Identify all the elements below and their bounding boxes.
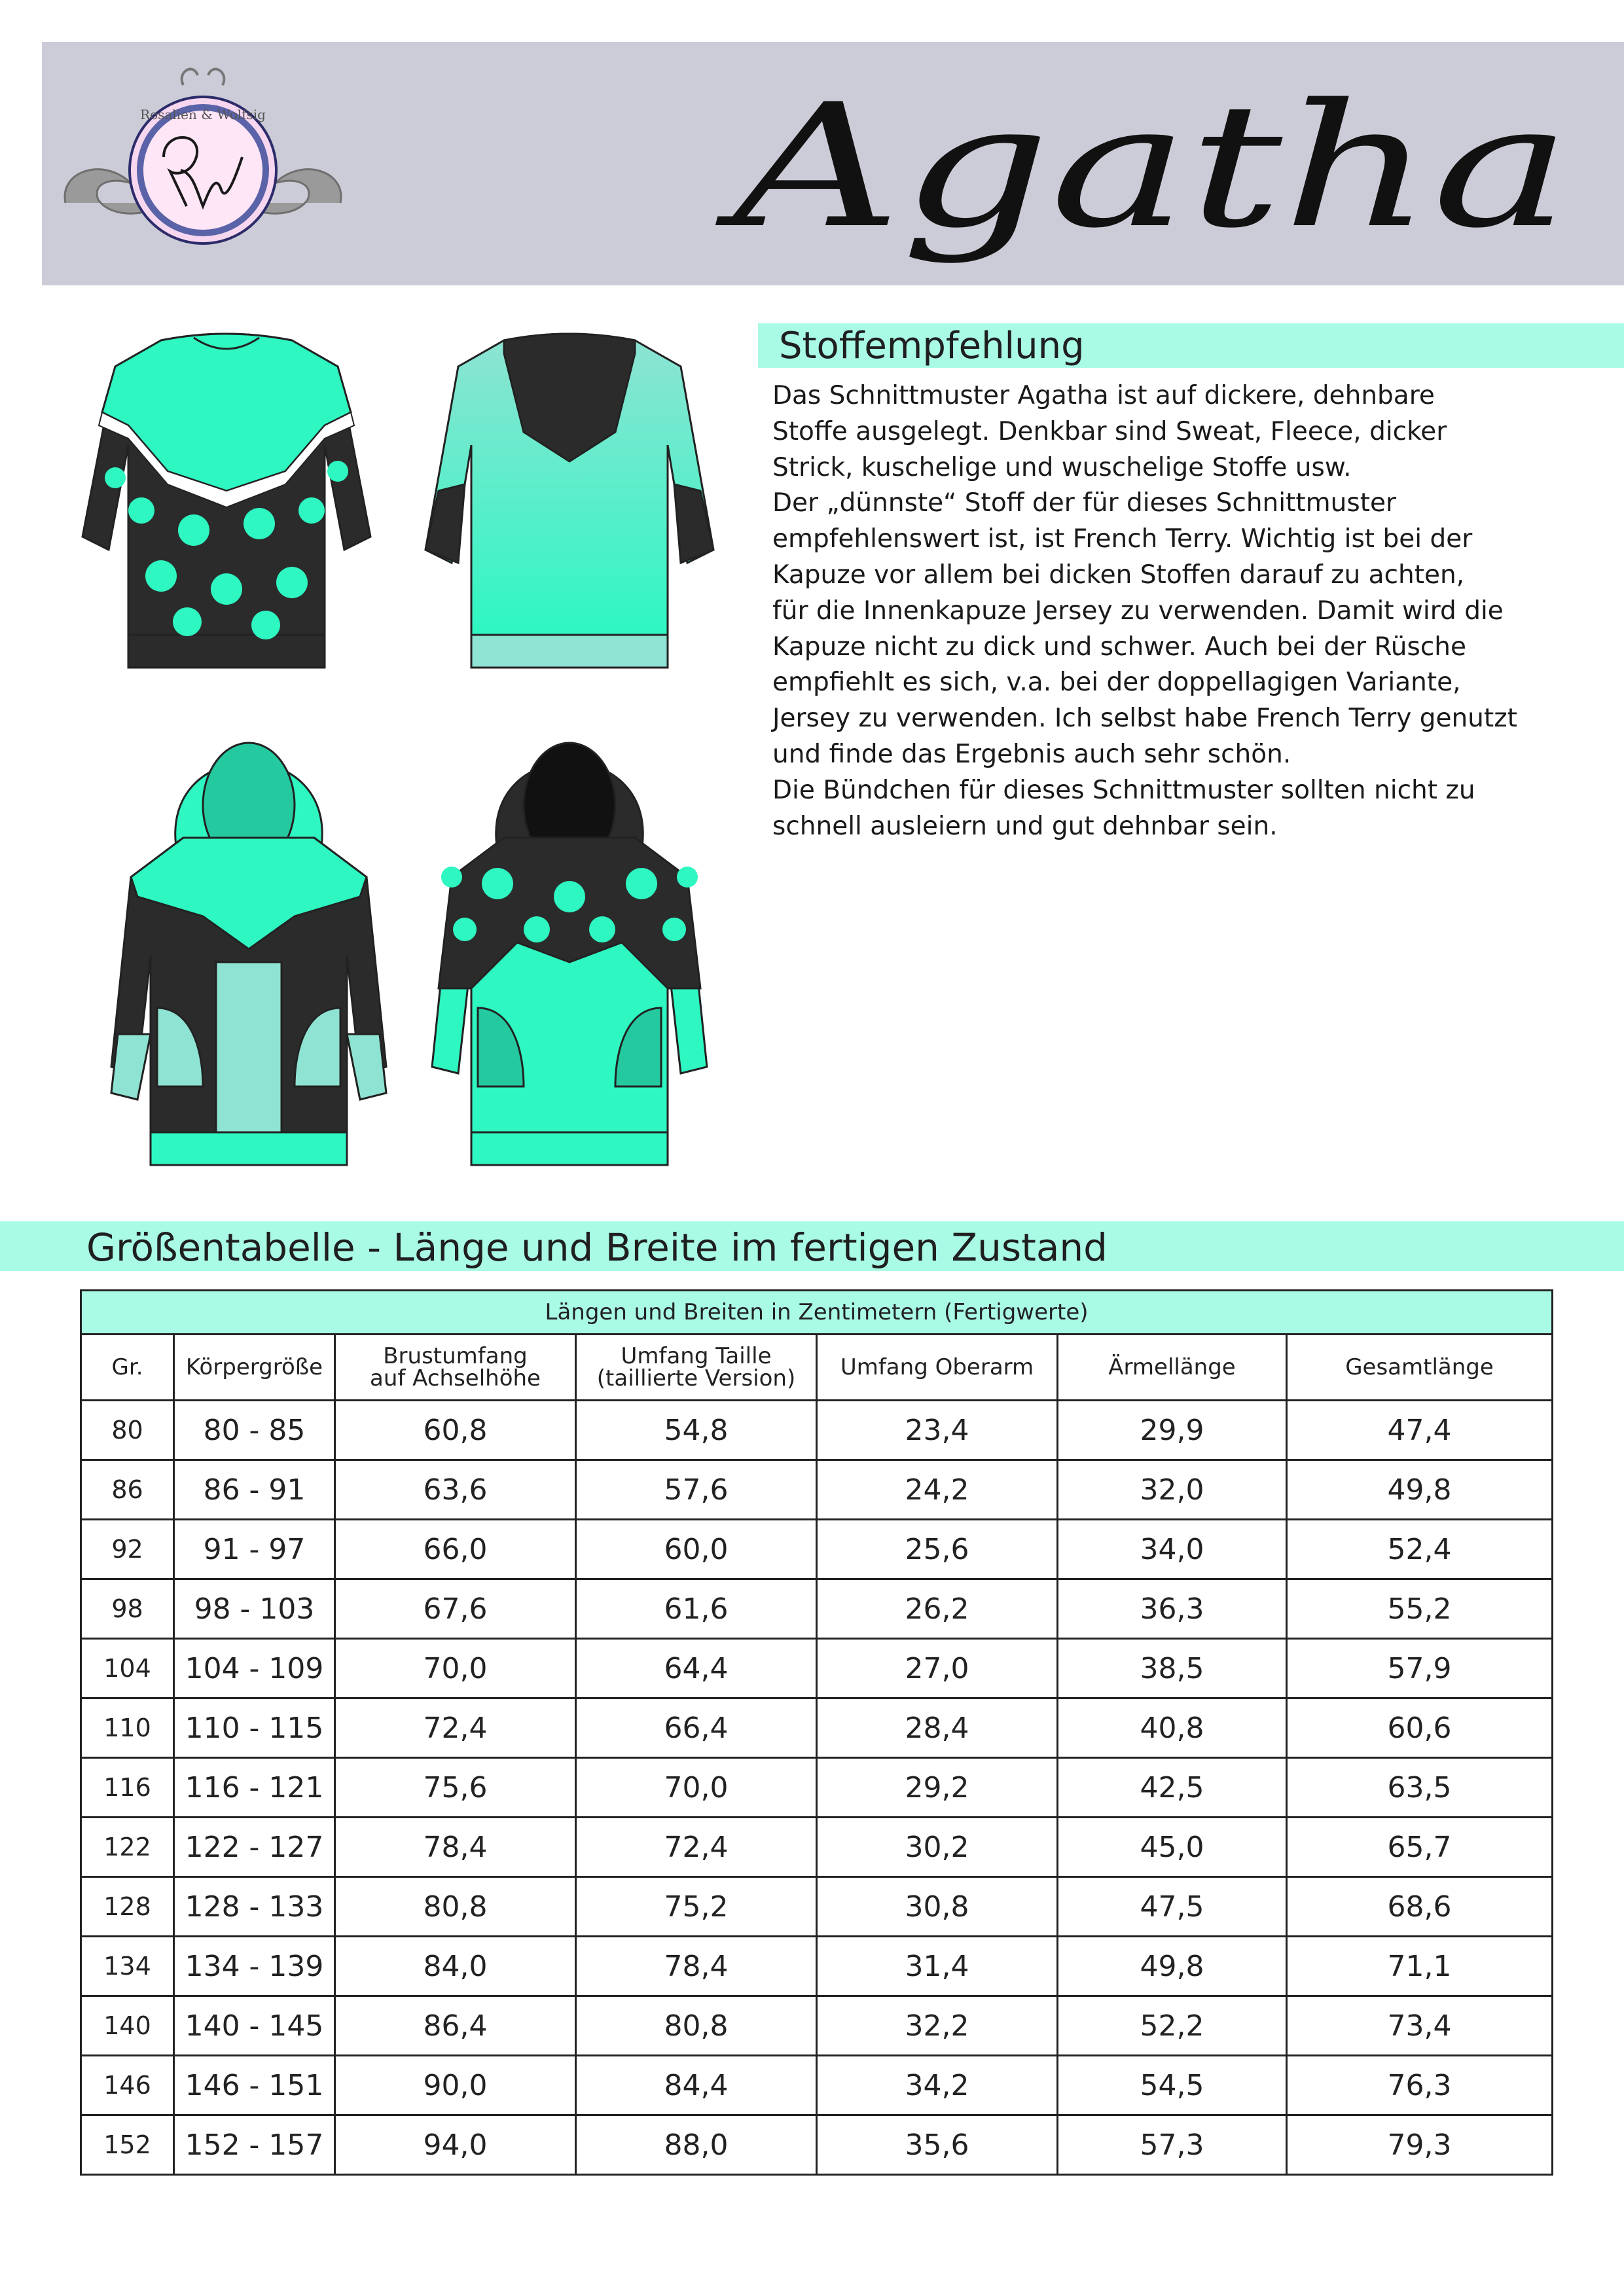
size-table [80,1289,1553,2176]
table-row [81,1698,1553,1758]
table-header-cell [1058,1335,1287,1401]
table-cell: 86 [81,1460,174,1520]
table-cell: 60,0 [576,1520,817,1579]
table-cell: 80 - 85 [174,1401,335,1460]
fabric-text-line: und finde das Ergebnis auch sehr schön. [772,739,1291,769]
table-cell: 84,0 [335,1937,576,1996]
table-header-text: (taillierte Version) [596,1365,796,1391]
table-cell: 110 [81,1698,174,1758]
table-cell: 92 [81,1520,174,1579]
table-header-row [81,1335,1553,1401]
table-cell: 140 [81,1996,174,2056]
fabric-text-line: empfiehlt es sich, v.a. bei der doppellagigen Variante, [772,668,1461,698]
table-cell: 42,5 [1058,1758,1287,1818]
table-cell: 152 [81,2115,174,2175]
fabric-text [772,378,1604,844]
table-header-cell [817,1335,1058,1401]
table-row [81,1401,1553,1460]
fabric-text-line: Der „dünnste“ Stoff der für dieses Schnittmuster [772,488,1397,518]
table-header-text: Gr. [111,1354,143,1380]
table-row [81,2056,1553,2115]
table-header-cell [1287,1335,1553,1401]
logo-ring-text: Rosalien & Wolfsig [140,107,266,122]
table-cell: 66,4 [576,1698,817,1758]
table-row [81,1639,1553,1698]
table-cell: 47,5 [1058,1877,1287,1937]
table-cell: 140 - 145 [174,1996,335,2056]
table-caption: Längen und Breiten in Zentimetern (Fertigwerte) [81,1291,1553,1335]
table-cell: 24,2 [817,1460,1058,1520]
table-cell: 80,8 [576,1996,817,2056]
table-cell: 63,6 [335,1460,576,1520]
pattern-title-text: Agatha [715,68,1571,266]
table-cell: 67,6 [335,1579,576,1639]
table-row [81,1877,1553,1937]
fabric-text-line: Kapuze nicht zu dick und schwer. Auch bei der Rüsche [772,632,1466,662]
table-cell: 32,2 [817,1996,1058,2056]
table-cell: 61,6 [576,1579,817,1639]
fabric-text-line: Jersey zu verwenden. Ich selbst habe French Terry genutzt [772,704,1517,734]
table-cell: 64,4 [576,1639,817,1698]
table-cell: 52,2 [1058,1996,1287,2056]
table-cell: 31,4 [817,1937,1058,1996]
table-cell: 32,0 [1058,1460,1287,1520]
table-cell: 57,6 [576,1460,817,1520]
table-cell: 36,3 [1058,1579,1287,1639]
table-cell: 86 - 91 [174,1460,335,1520]
pattern-title [707,42,1610,285]
table-cell: 98 [81,1579,174,1639]
table-header-text: auf Achselhöhe [370,1365,541,1391]
garment-illustration-hood-dots [406,681,733,1178]
table-cell: 128 - 133 [174,1877,335,1937]
table-cell: 47,4 [1287,1401,1553,1460]
table-cell: 116 [81,1758,174,1818]
table-row [81,1460,1553,1520]
fabric-text-line: für die Innenkapuze Jersey zu verwenden. Damit wird die [772,596,1504,626]
table-cell: 88,0 [576,2115,817,2175]
fabric-text-line: empfehlenswert ist, ist French Terry. Wichtig ist bei der [772,524,1473,554]
brand-logo [52,59,353,249]
table-cell: 76,3 [1287,2056,1553,2115]
table-cell: 110 - 115 [174,1698,335,1758]
fabric-text-line: Stoffe ausgelegt. Denkbar sind Sweat, Fleece, dicker [772,416,1447,446]
fabric-text-line: Die Bündchen für dieses Schnittmuster sollten nicht zu [772,775,1475,805]
table-cell: 28,4 [817,1698,1058,1758]
garment-illustration-hood-pocket [98,681,399,1178]
table-cell: 79,3 [1287,2115,1553,2175]
table-row [81,2115,1553,2175]
table-cell: 78,4 [576,1937,817,1996]
table-cell: 71,1 [1287,1937,1553,1996]
fabric-text-line: Das Schnittmuster Agatha ist auf dickere, dehnbare [772,381,1435,410]
size-table-heading: Größentabelle - Länge und Breite im fertigen Zustand [86,1225,1108,1270]
table-cell: 128 [81,1877,174,1937]
table-cell: 122 - 127 [174,1818,335,1877]
table-cell: 54,5 [1058,2056,1287,2115]
table-cell: 104 - 109 [174,1639,335,1698]
table-header-text: Umfang Taille [621,1343,772,1369]
table-cell: 146 [81,2056,174,2115]
table-cell: 63,5 [1287,1758,1553,1818]
table-header-text: Ärmellänge [1108,1354,1236,1380]
table-header-cell [576,1335,817,1401]
table-cell: 78,4 [335,1818,576,1877]
table-cell: 49,8 [1058,1937,1287,1996]
table-cell: 72,4 [335,1698,576,1758]
table-cell: 80 [81,1401,174,1460]
table-cell: 25,6 [817,1520,1058,1579]
table-cell: 35,6 [817,2115,1058,2175]
table-cell: 52,4 [1287,1520,1553,1579]
table-cell: 54,8 [576,1401,817,1460]
fabric-heading: Stoffempfehlung [779,325,1085,367]
table-header-text: Gesamtlänge [1345,1354,1494,1380]
table-cell: 57,9 [1287,1639,1553,1698]
table-cell: 23,4 [817,1401,1058,1460]
table-cell: 30,2 [817,1818,1058,1877]
table-row [81,1579,1553,1639]
table-cell: 34,2 [817,2056,1058,2115]
table-cell: 86,4 [335,1996,576,2056]
table-cell: 65,7 [1287,1818,1553,1877]
table-cell: 98 - 103 [174,1579,335,1639]
table-cell: 57,3 [1058,2115,1287,2175]
fabric-text-line: Kapuze vor allem bei dicken Stoffen darauf zu achten, [772,560,1465,590]
table-caption-row [81,1291,1553,1335]
table-header-cell [81,1335,174,1401]
table-row [81,1818,1553,1877]
table-cell: 75,2 [576,1877,817,1937]
table-cell: 60,6 [1287,1698,1553,1758]
table-cell: 40,8 [1058,1698,1287,1758]
table-cell: 152 - 157 [174,2115,335,2175]
garment-illustration-ruffle [63,314,390,687]
table-cell: 45,0 [1058,1818,1287,1877]
table-header-text: Umfang Oberarm [840,1354,1034,1380]
table-row [81,1758,1553,1818]
table-cell: 134 - 139 [174,1937,335,1996]
fabric-text-line: schnell ausleiern und gut dehnbar sein. [772,811,1278,841]
fabric-text-line: Strick, kuschelige und wuschelige Stoffe usw. [772,452,1352,482]
table-cell: 116 - 121 [174,1758,335,1818]
table-cell: 90,0 [335,2056,576,2115]
table-cell: 73,4 [1287,1996,1553,2056]
garment-illustration-yoke [399,314,740,687]
table-header-text: Brustumfang [383,1343,528,1369]
table-cell: 70,0 [576,1758,817,1818]
table-cell: 70,0 [335,1639,576,1698]
table-cell: 29,2 [817,1758,1058,1818]
table-cell: 94,0 [335,2115,576,2175]
table-cell: 30,8 [817,1877,1058,1937]
table-cell: 66,0 [335,1520,576,1579]
table-cell: 55,2 [1287,1579,1553,1639]
table-cell: 104 [81,1639,174,1698]
table-cell: 146 - 151 [174,2056,335,2115]
table-cell: 68,6 [1287,1877,1553,1937]
table-header-cell [174,1335,335,1401]
table-cell: 29,9 [1058,1401,1287,1460]
table-cell: 49,8 [1287,1460,1553,1520]
table-cell: 80,8 [335,1877,576,1937]
table-cell: 134 [81,1937,174,1996]
table-cell: 91 - 97 [174,1520,335,1579]
table-row [81,1937,1553,1996]
table-row [81,1996,1553,2056]
table-cell: 34,0 [1058,1520,1287,1579]
table-cell: 60,8 [335,1401,576,1460]
table-cell: 38,5 [1058,1639,1287,1698]
table-cell: 84,4 [576,2056,817,2115]
table-body [81,1401,1553,2175]
table-header-cell [335,1335,576,1401]
table-cell: 26,2 [817,1579,1058,1639]
table-cell: 27,0 [817,1639,1058,1698]
table-cell: 122 [81,1818,174,1877]
table-cell: 75,6 [335,1758,576,1818]
size-table-container [80,1289,1551,2176]
table-row [81,1520,1553,1579]
table-cell: 72,4 [576,1818,817,1877]
table-header-text: Körpergröße [185,1354,323,1380]
